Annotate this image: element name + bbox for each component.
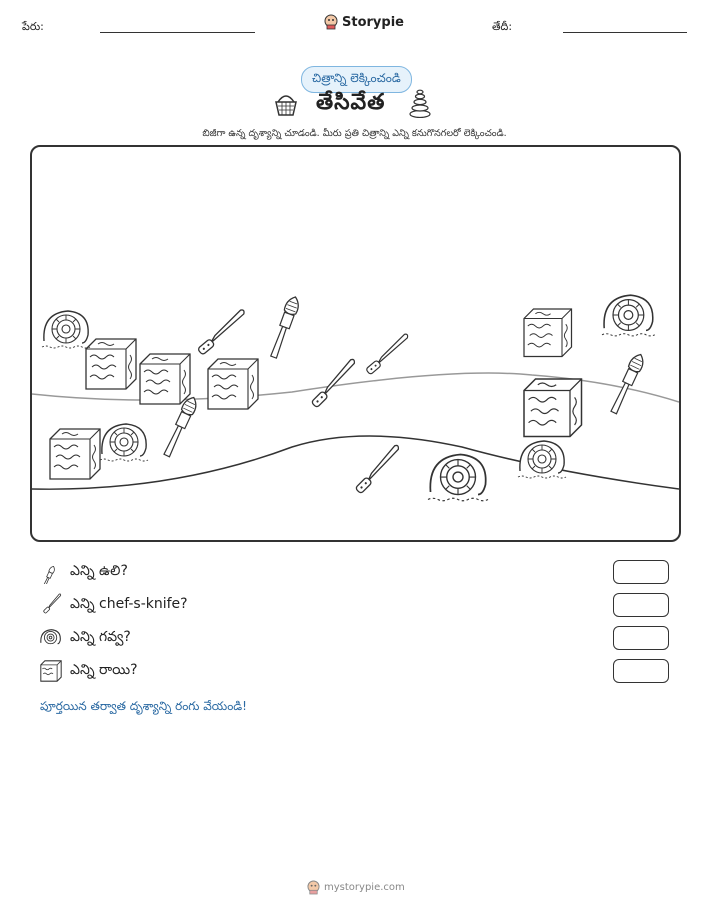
storypie-mascot-icon: [324, 14, 338, 30]
knife-icon: [40, 593, 62, 617]
snail-icon: [40, 626, 62, 650]
footer-url[interactable]: mystorypie.com: [324, 882, 405, 893]
date-label: తేదీ:: [492, 20, 513, 33]
answer-box-knife[interactable]: [613, 593, 669, 617]
scene-drawing: [32, 147, 679, 540]
name-label: పేరు:: [22, 20, 44, 33]
question-chisel: [40, 560, 128, 584]
rock-icon: [40, 659, 62, 683]
answer-box-rock[interactable]: [613, 659, 669, 683]
question-text: ఎన్ని chef-s-knife?: [70, 595, 188, 612]
answer-box-snail[interactable]: [613, 626, 669, 650]
counting-scene[interactable]: [30, 145, 681, 542]
basket-icon: [272, 90, 300, 118]
question-text: ఎన్ని రాయి?: [70, 661, 138, 678]
color-instruction: పూర్తయిన తర్వాత దృశ్యాన్ని రంగు వేయండి!: [40, 699, 247, 713]
question-snail: [40, 626, 131, 650]
date-line[interactable]: [563, 32, 687, 33]
chisel-icon: [40, 560, 62, 584]
question-text: ఎన్ని గవ్వ?: [70, 628, 131, 645]
name-line[interactable]: [100, 32, 255, 33]
brand-logo: [324, 14, 404, 30]
instructions: బిజీగా ఉన్న దృశ్యాన్ని చూడండి. మీరు ప్రతి చిత్రాన్ని ఎన్ని కనుగొనగలరో లెక్కించండి.: [202, 128, 507, 139]
question-knife: [40, 593, 188, 617]
brand-name: Storypie: [342, 14, 404, 30]
stacked-stones-icon: [408, 88, 432, 118]
storypie-mascot-icon: [307, 880, 320, 895]
page-title: తేసివేత: [316, 90, 386, 115]
footer: [307, 880, 405, 895]
question-text: ఎన్ని ఉలి?: [70, 562, 128, 579]
question-rock: [40, 659, 138, 683]
answer-box-chisel[interactable]: [613, 560, 669, 584]
section-pill: చిత్రాన్ని లెక్కించండి: [301, 66, 412, 93]
